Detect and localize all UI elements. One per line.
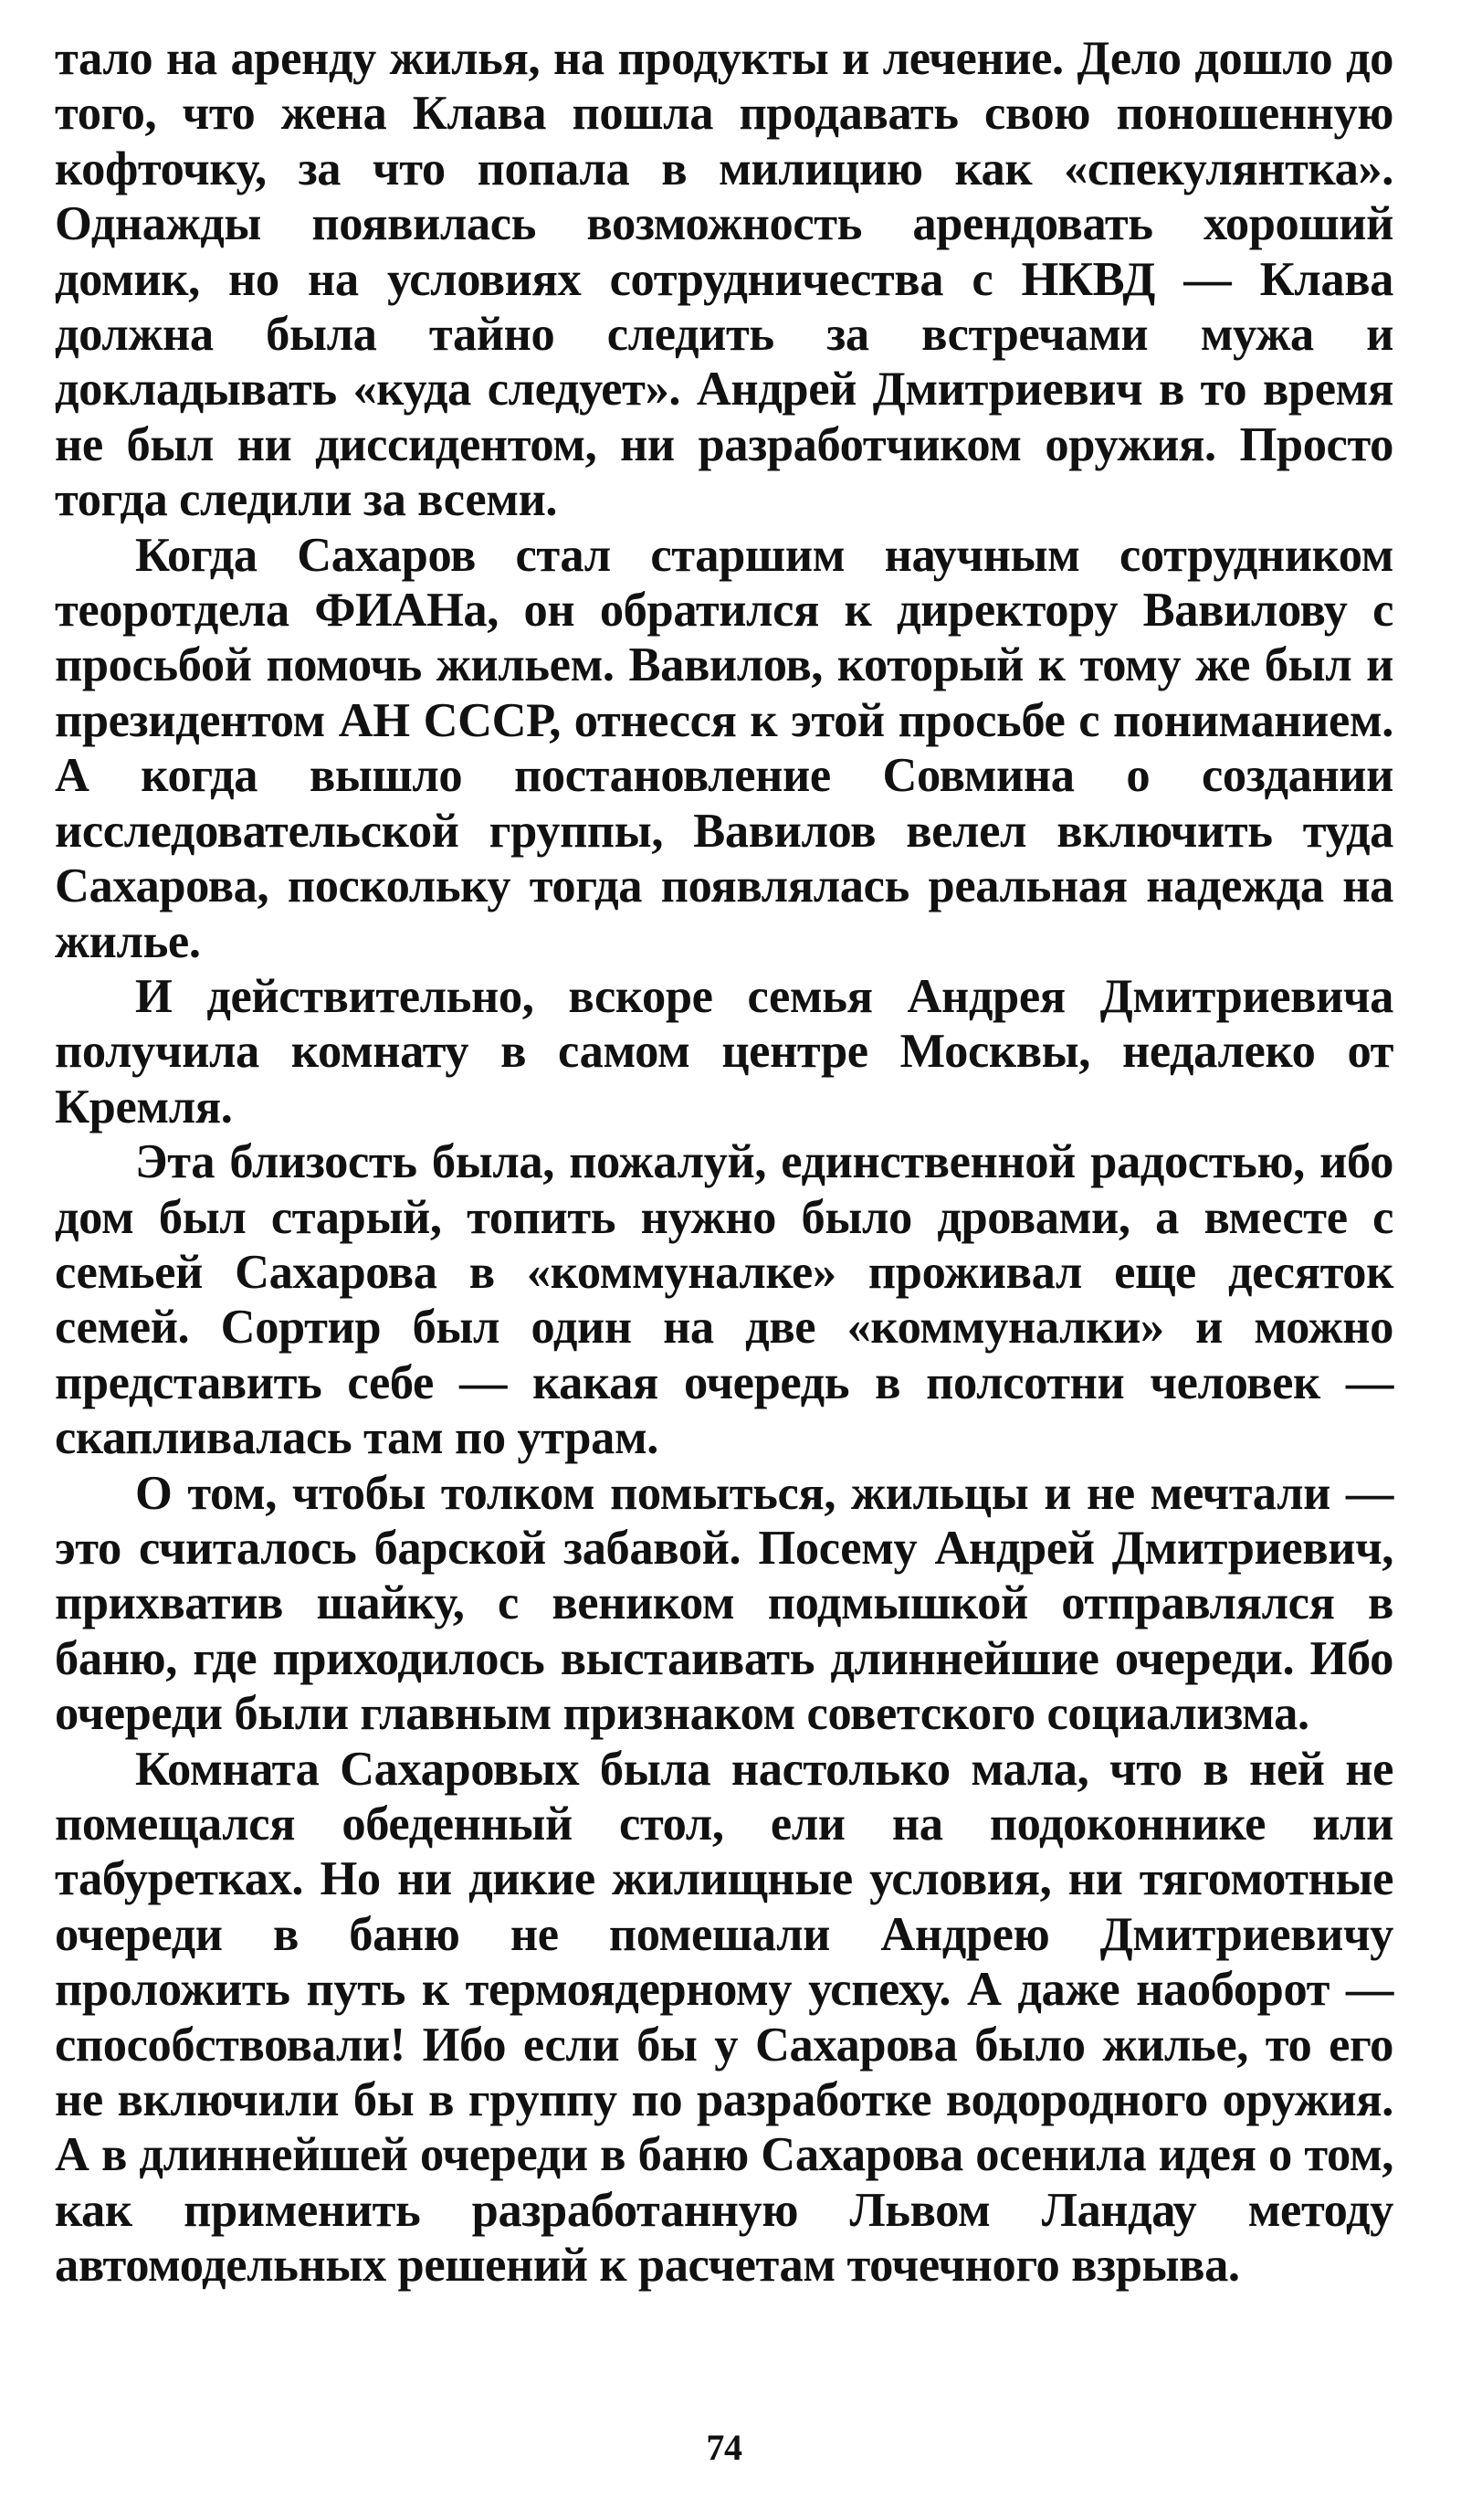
paragraph-1: тало на аренду жилья, на продукты и лечение. Дело дошло до того, что жена Клава пошла продавать свою поношенную кофточку, за что попала в милицию как «спекулянтка». Однажды появилась возможность арендовать хороший домик, но на условиях сотрудничества с НКВД — Клава должна была тайно следить за встречами мужа и докладывать «куда следует». Андрей Дмитриевич в то время не был ни диссидентом, ни разработчиком оружия. Просто тогда следили за всеми.: [55, 32, 1393, 527]
paragraph-4: Эта близость была, пожалуй, единственной радостью, ибо дом был старый, топить нужно было дровами, а вместе с семьей Сахарова в «коммуналке» проживал еще десяток семей. Сортир был один на две «коммуналки» и можно представить себе — какая очередь в полсотни человек — скапливалась там по утрам.: [55, 1135, 1393, 1465]
paragraph-3: И действительно, вскоре семья Андрея Дмитриевича получила комнату в самом центре Москвы, недалеко от Кремля.: [55, 969, 1393, 1133]
paragraph-5: О том, чтобы толком помыться, жильцы и не мечтали — это считалось барской забавой. Посему Андрей Дмитриевич, прихватив шайку, с веником подмышкой отправлялся в баню, где приходилось выстаивать длиннейшие очереди. Ибо очереди были главным признаком советского социализма.: [55, 1466, 1393, 1741]
paragraph-6: Комната Сахаровых была настолько мала, что в ней не помещался обеденный стол, ели на подоконнике или табуретках. Но ни дикие жилищные условия, ни тягомотные очереди в баню не помешали Андрею Дмитриевичу проложить путь к термоядерному успеху. А даже наоборот — способствовали! Ибо если бы у Сахарова было жилье, то его не включили бы в группу по разработке водородного оружия. А в длиннейшей очереди в баню Сахарова осенила идея о том, как применить разработанную Львом Ландау методу автомодельных решений к расчетам точечного взрыва.: [55, 1742, 1393, 2293]
page-number: 74: [706, 2427, 742, 2468]
book-page: [55, 31, 1393, 2497]
paragraph-2: Когда Сахаров стал старшим научным сотрудником теоротдела ФИАНа, он обратился к директору Вавилову с просьбой помочь жильем. Вавилов, который к тому же был и президентом АН СССР, отнесся к этой просьбе с пониманием. А когда вышло постановление Совмина о создании исследовательской группы, Вавилов велел включить туда Сахарова, поскольку тогда появлялась реальная надежда на жилье.: [55, 528, 1393, 968]
